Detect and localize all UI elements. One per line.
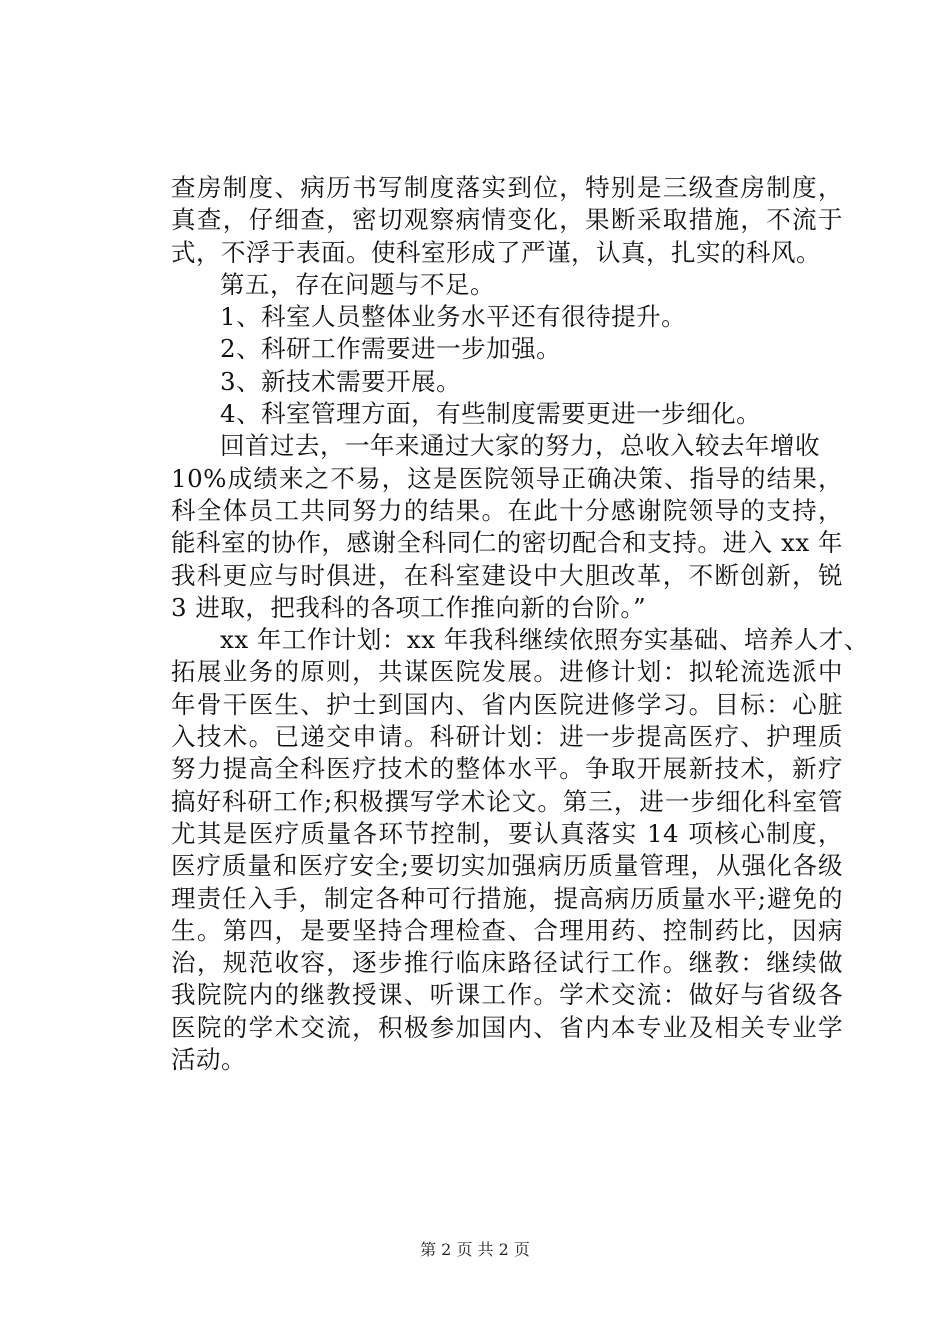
text-line: 式，不浮于表面。使科室形成了严谨，认真，扎实的科风。 bbox=[171, 237, 821, 267]
document-body bbox=[171, 172, 869, 1076]
text-line: 回首过去，一年来通过大家的努力，总收入较去年增收 bbox=[220, 431, 820, 461]
text-line: 我院院内的继教授课、听课工作。学术交流：做好与省级各 bbox=[171, 980, 843, 1010]
text-line: 4、科室管理方面，有些制度需要更进一步细化。 bbox=[220, 399, 762, 429]
text-line: 医院的学术交流，积极参加国内、省内本专业及相关专业学 bbox=[171, 1012, 843, 1042]
text-line: 努力提高全科医疗技术的整体水平。争取开展新技术，新疗 bbox=[171, 754, 843, 784]
text-line: 真查，仔细查，密切观察病情变化，果断采取措施，不流于 bbox=[171, 205, 843, 235]
text-line: 查房制度、病历书写制度落实到位，特别是三级查房制度， bbox=[171, 173, 843, 202]
text-line: 3、新技术需要开展。 bbox=[220, 366, 462, 396]
text-line: 医疗质量和医疗安全;要切实加强病历质量管理，从强化各级 bbox=[171, 851, 843, 881]
text-line: 拓展业务的原则，共谋医院发展。进修计划：拟轮流选派中 bbox=[171, 657, 843, 687]
text-line: 3 进取，把我科的各项工作推向新的台阶。” bbox=[171, 592, 647, 622]
text-line: 能科室的协作，感谢全科同仁的密切配合和支持。进入 xx 年 bbox=[171, 528, 843, 558]
text-line: 活动。 bbox=[171, 1045, 246, 1075]
text-line: 1、科室人员整体业务水平还有很待提升。 bbox=[220, 302, 687, 332]
text-line: 尤其是医疗质量各环节控制，要认真落实 14 项核心制度， bbox=[171, 818, 843, 848]
text-line: 治，规范收容，逐步推行临床路径试行工作。继教：继续做 bbox=[171, 948, 843, 978]
text-line: 理责任入手，制定各种可行措施，提高病历质量水平;避免的 bbox=[171, 883, 843, 913]
text-line: 2、科研工作需要进一步加强。 bbox=[220, 334, 562, 364]
text-line: 入技术。已递交申请。科研计划：进一步提高医疗、护理质 bbox=[171, 722, 843, 752]
text-line: 第五，存在问题与不足。 bbox=[220, 269, 495, 299]
text-line: 生。第四，是要坚持合理检查、合理用药、控制药比，因病 bbox=[171, 915, 843, 945]
page-footer: 第 2 页 共 2 页 bbox=[420, 1240, 530, 1259]
text-line: 科全体员工共同努力的结果。在此十分感谢院领导的支持， bbox=[171, 495, 843, 525]
text-line: 我科更应与时俱进，在科室建设中大胆改革，不断创新，锐 bbox=[171, 560, 843, 590]
text-line: xx 年工作计划：xx 年我科继续依照夯实基础、培养人才、 bbox=[220, 625, 869, 655]
text-line: 10%成绩来之不易，这是医院领导正确决策、指导的结果， bbox=[171, 463, 843, 493]
text-line: 年骨干医生、护士到国内、省内医院进修学习。目标：心脏 bbox=[171, 689, 843, 719]
text-line: 搞好科研工作;积极撰写学术论文。第三，进一步细化科室管 bbox=[171, 786, 843, 816]
